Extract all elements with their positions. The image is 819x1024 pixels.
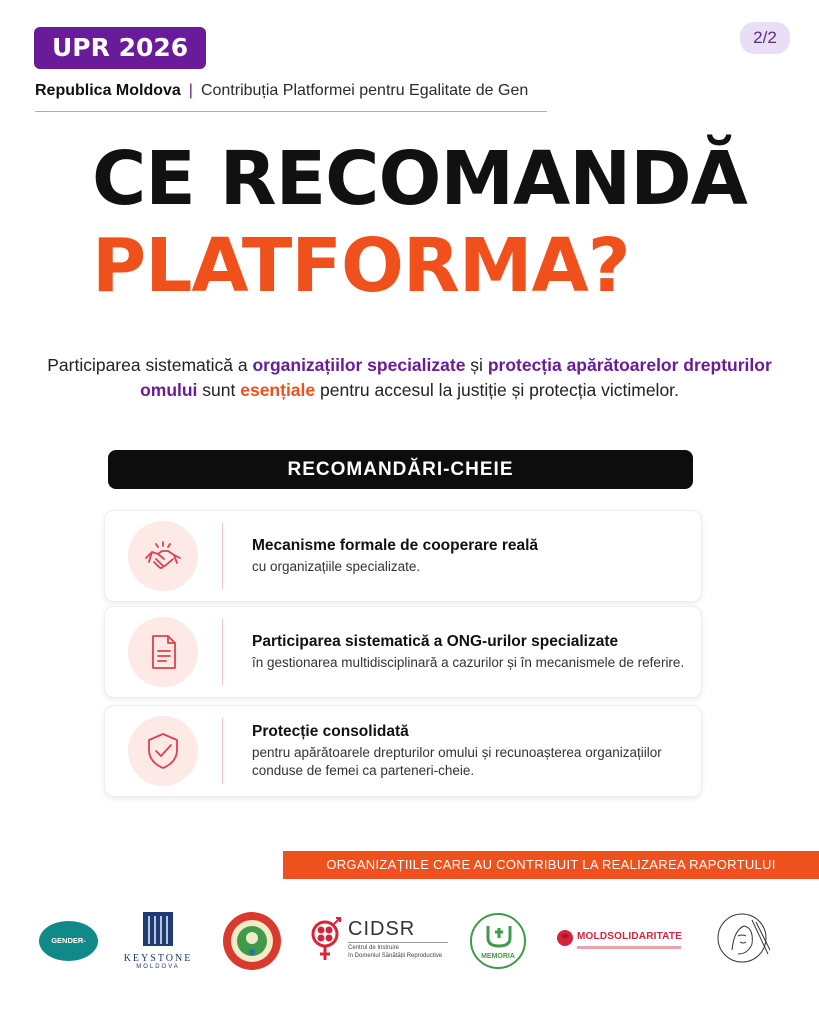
rose-icon (555, 928, 575, 948)
report-badge: UPR 2026 (34, 27, 206, 69)
recommendation-description: cu organizațiile specializate. (252, 558, 421, 574)
keystone-label: KEYSTONE (123, 953, 193, 964)
memoria-hands-icon (484, 922, 514, 950)
recommendation-card-1 (104, 510, 702, 602)
cidsr-logo (310, 916, 450, 966)
intro-highlight-2: protecția apărătoarelor drepturilor omului (140, 355, 772, 400)
page-title-line2: PLATFORMA? (92, 223, 630, 309)
gender-centru-logo (39, 921, 98, 985)
memoria-logo (470, 913, 526, 969)
cidsr-rule (348, 942, 448, 943)
intro-text-2: și (465, 355, 488, 375)
intro-paragraph (40, 353, 779, 403)
separator: | (188, 82, 193, 99)
moldsolidaritate-tagline-line (577, 946, 681, 949)
page-title-line1: CE RECOMANDĂ (92, 136, 747, 222)
intro-highlight-1: organizațiilor specializate (252, 355, 466, 375)
cidsr-sublabel-1: Centrul de Instruire (348, 945, 400, 951)
memoria-label: MEMORIA (481, 953, 515, 960)
shield-check-icon (128, 716, 198, 786)
document-icon (128, 617, 198, 687)
cidsr-label: CIDSR (348, 918, 416, 940)
recommendation-description: pentru apărătoarele drepturilor omului și recunoașterea organizațiilor conduse de femei ca parteneri-cheie. (252, 744, 662, 778)
recommendation-card-3 (104, 705, 702, 797)
keystone-building-icon (122, 910, 194, 948)
intro-text-4: pentru accesul la justiție și protecția victimelor. (315, 380, 679, 400)
card-divider (222, 718, 223, 784)
card-divider (222, 523, 223, 589)
keystone-logo (122, 910, 194, 974)
contribution-text: Contribuția Platformei pentru Egalitate de Gen (200, 82, 529, 99)
sketch-portrait-logo (712, 910, 774, 973)
country-name: Republica Moldova (35, 82, 181, 99)
intro-text-3: sunt (197, 380, 241, 400)
subheader (35, 82, 528, 100)
section-title: RECOMANDĂRI-CHEIE (108, 450, 693, 489)
keystone-sublabel: MOLDOVA (136, 964, 180, 970)
cidsr-symbol-icon (310, 916, 342, 962)
recommendation-heading: Participarea sistematică a ONG-urilor specializate (252, 632, 619, 650)
page-number-badge: 2/2 (740, 22, 790, 54)
card-divider (222, 619, 223, 685)
ngo-round-seal-logo (221, 910, 283, 977)
cidsr-sublabel-2: în Domeniul Sănătății Reproductive (348, 953, 443, 959)
recommendation-heading: Mecanisme formale de cooperare reală (252, 536, 539, 554)
organizations-banner: ORGANIZAȚIILE CARE AU CONTRIBUIT LA REALIZAREA RAPORTULUI (283, 851, 819, 879)
recommendation-description: în gestionarea multidisciplinară a cazurilor și în mecanismele de referire. (252, 654, 685, 670)
header-divider (35, 111, 547, 112)
recommendation-heading: Protecție consolidată (252, 722, 409, 740)
intro-text-1: Participarea sistematică a (47, 355, 253, 375)
intro-highlight-3: esențiale (240, 380, 316, 400)
moldsolidaritate-logo (555, 926, 685, 954)
gender-centru-label: GENDER-CENTRU (51, 936, 86, 985)
moldsolidaritate-label: MOLDSOLIDARITATE (577, 931, 683, 942)
handshake-icon (128, 521, 198, 591)
recommendation-card-2 (104, 606, 702, 698)
